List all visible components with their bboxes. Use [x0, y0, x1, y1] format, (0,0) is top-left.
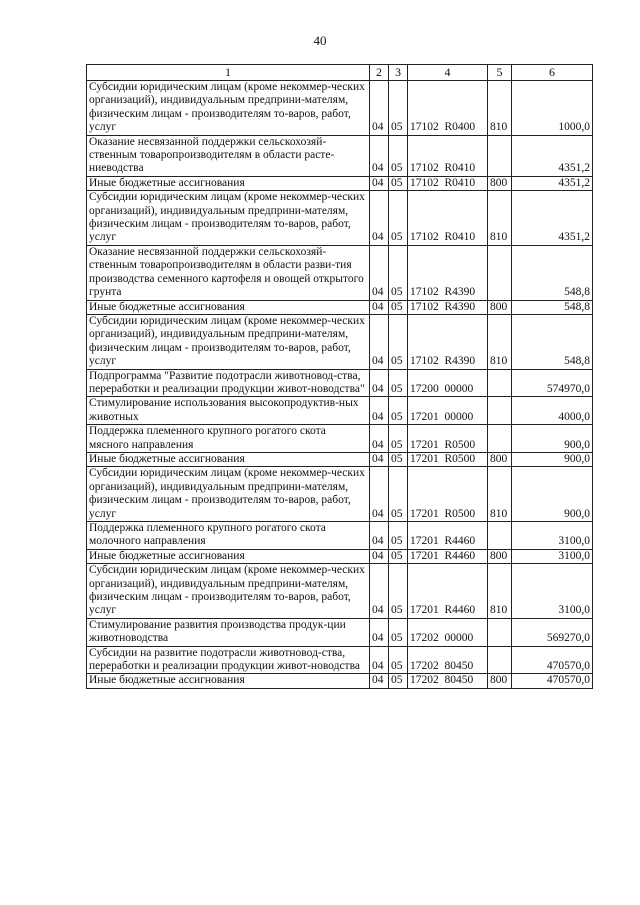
expense-type-code-cell — [488, 135, 512, 176]
amount-cell: 4351,2 — [512, 135, 593, 176]
expense-type-code-cell — [488, 618, 512, 646]
table-row — [87, 81, 593, 136]
subsection-code-cell: 05 — [389, 452, 408, 466]
table-row — [87, 135, 593, 176]
table-header-row — [87, 65, 593, 81]
subsection-code-cell: 05 — [389, 425, 408, 453]
amount-cell: 900,0 — [512, 467, 593, 522]
subsection-code-cell: 05 — [389, 245, 408, 300]
target-article-code-cell: 17201 R4460 — [408, 564, 488, 619]
subsection-code-cell: 05 — [389, 564, 408, 619]
section-code-cell: 04 — [370, 314, 389, 369]
target-article-code-cell: 17201 R4460 — [408, 522, 488, 550]
item-name-cell: Иные бюджетные ассигнования — [87, 300, 370, 314]
expense-type-code-cell — [488, 397, 512, 425]
amount-cell: 470570,0 — [512, 674, 593, 688]
subsection-code-cell: 05 — [389, 300, 408, 314]
amount-cell: 548,8 — [512, 300, 593, 314]
item-name-cell: Стимулирование развития производства продук-ции животноводства — [87, 618, 370, 646]
header-col-4: 4 — [408, 65, 488, 81]
expense-type-code-cell: 810 — [488, 191, 512, 246]
subsection-code-cell: 05 — [389, 549, 408, 563]
item-name-cell: Субсидии юридическим лицам (кроме некоммер-ческих организаций), индивидуальным предприни-мателям, физическим лицам - производителям то-варов, работ, услуг — [87, 467, 370, 522]
subsection-code-cell: 05 — [389, 674, 408, 688]
item-name-cell: Оказание несвязанной поддержки сельскохозяй-ственным товаропроизводителям в области разви-тия производства семенного картофеля и овощей открытого грунта — [87, 245, 370, 300]
target-article-code-cell: 17202 00000 — [408, 618, 488, 646]
section-code-cell: 04 — [370, 300, 389, 314]
subsection-code-cell: 05 — [389, 191, 408, 246]
table-row — [87, 564, 593, 619]
expense-type-code-cell: 800 — [488, 176, 512, 190]
target-article-code-cell: 17102 R0400 — [408, 81, 488, 136]
target-article-code-cell: 17202 80450 — [408, 674, 488, 688]
table-row — [87, 176, 593, 190]
target-article-code-cell: 17102 R0410 — [408, 176, 488, 190]
item-name-cell: Поддержка племенного крупного рогатого скота молочного направления — [87, 522, 370, 550]
amount-cell: 3100,0 — [512, 549, 593, 563]
budget-table — [86, 64, 593, 689]
item-name-cell: Субсидии юридическим лицам (кроме некоммер-ческих организаций), индивидуальным предприни-мателям, физическим лицам - производителям то-варов, работ, услуг — [87, 564, 370, 619]
expense-type-code-cell: 800 — [488, 452, 512, 466]
expense-type-code-cell — [488, 646, 512, 674]
target-article-code-cell: 17102 R0410 — [408, 135, 488, 176]
section-code-cell: 04 — [370, 176, 389, 190]
subsection-code-cell: 05 — [389, 314, 408, 369]
section-code-cell: 04 — [370, 564, 389, 619]
amount-cell: 1000,0 — [512, 81, 593, 136]
section-code-cell: 04 — [370, 452, 389, 466]
item-name-cell: Оказание несвязанной поддержки сельскохозяй-ственным товаропроизводителям в области расте-ниеводства — [87, 135, 370, 176]
target-article-code-cell: 17202 80450 — [408, 646, 488, 674]
header-col-5: 5 — [488, 65, 512, 81]
item-name-cell: Субсидии юридическим лицам (кроме некоммер-ческих организаций), индивидуальным предприни-мателям, физическим лицам - производителям то-варов, работ, услуг — [87, 81, 370, 136]
expense-type-code-cell — [488, 245, 512, 300]
target-article-code-cell: 17102 R0410 — [408, 191, 488, 246]
table-row — [87, 300, 593, 314]
amount-cell: 548,8 — [512, 245, 593, 300]
subsection-code-cell: 05 — [389, 176, 408, 190]
section-code-cell: 04 — [370, 618, 389, 646]
amount-cell: 3100,0 — [512, 522, 593, 550]
target-article-code-cell: 17201 00000 — [408, 397, 488, 425]
expense-type-code-cell: 810 — [488, 467, 512, 522]
table-row — [87, 314, 593, 369]
table-row — [87, 245, 593, 300]
table-row — [87, 522, 593, 550]
section-code-cell: 04 — [370, 191, 389, 246]
target-article-code-cell: 17102 R4390 — [408, 314, 488, 369]
subsection-code-cell: 05 — [389, 522, 408, 550]
subsection-code-cell: 05 — [389, 135, 408, 176]
section-code-cell: 04 — [370, 135, 389, 176]
table-row — [87, 425, 593, 453]
amount-cell: 900,0 — [512, 452, 593, 466]
subsection-code-cell: 05 — [389, 646, 408, 674]
subsection-code-cell: 05 — [389, 81, 408, 136]
table-row — [87, 549, 593, 563]
table-row — [87, 467, 593, 522]
page-number: 40 — [313, 33, 327, 48]
target-article-code-cell: 17201 R0500 — [408, 452, 488, 466]
header-col-2: 2 — [370, 65, 389, 81]
header-col-6: 6 — [512, 65, 593, 81]
section-code-cell: 04 — [370, 522, 389, 550]
section-code-cell: 04 — [370, 397, 389, 425]
target-article-code-cell: 17201 R0500 — [408, 425, 488, 453]
table-row — [87, 674, 593, 688]
amount-cell: 4351,2 — [512, 176, 593, 190]
amount-cell: 3100,0 — [512, 564, 593, 619]
section-code-cell: 04 — [370, 467, 389, 522]
target-article-code-cell: 17201 R4460 — [408, 549, 488, 563]
section-code-cell: 04 — [370, 674, 389, 688]
table-row — [87, 369, 593, 397]
section-code-cell: 04 — [370, 245, 389, 300]
amount-cell: 4000,0 — [512, 397, 593, 425]
table-row — [87, 452, 593, 466]
subsection-code-cell: 05 — [389, 369, 408, 397]
amount-cell: 4351,2 — [512, 191, 593, 246]
section-code-cell: 04 — [370, 425, 389, 453]
item-name-cell: Субсидии на развитие подотрасли животновод-ства, переработки и реализации продукции живот-новодства — [87, 646, 370, 674]
section-code-cell: 04 — [370, 549, 389, 563]
section-code-cell: 04 — [370, 369, 389, 397]
expense-type-code-cell: 800 — [488, 549, 512, 563]
amount-cell: 574970,0 — [512, 369, 593, 397]
target-article-code-cell: 17102 R4390 — [408, 300, 488, 314]
subsection-code-cell: 05 — [389, 618, 408, 646]
table-row — [87, 646, 593, 674]
subsection-code-cell: 05 — [389, 397, 408, 425]
section-code-cell: 04 — [370, 81, 389, 136]
table-body — [87, 81, 593, 689]
header-col-1: 1 — [87, 65, 370, 81]
table-row — [87, 397, 593, 425]
item-name-cell: Субсидии юридическим лицам (кроме некоммер-ческих организаций), индивидуальным предприни-мателям, физическим лицам - производителям то-варов, работ, услуг — [87, 314, 370, 369]
expense-type-code-cell — [488, 522, 512, 550]
item-name-cell: Иные бюджетные ассигнования — [87, 452, 370, 466]
expense-type-code-cell: 800 — [488, 674, 512, 688]
item-name-cell: Стимулирование использования высокопродуктив-ных животных — [87, 397, 370, 425]
expense-type-code-cell: 800 — [488, 300, 512, 314]
item-name-cell: Иные бюджетные ассигнования — [87, 549, 370, 563]
target-article-code-cell: 17102 R4390 — [408, 245, 488, 300]
header-col-3: 3 — [389, 65, 408, 81]
expense-type-code-cell: 810 — [488, 81, 512, 136]
item-name-cell: Иные бюджетные ассигнования — [87, 674, 370, 688]
amount-cell: 900,0 — [512, 425, 593, 453]
item-name-cell: Подпрограмма "Развитие подотрасли животновод-ства, переработки и реализации продукции живот-новодства" — [87, 369, 370, 397]
target-article-code-cell: 17200 00000 — [408, 369, 488, 397]
item-name-cell: Субсидии юридическим лицам (кроме некоммер-ческих организаций), индивидуальным предприни-мателям, физическим лицам - производителям то-варов, работ, услуг — [87, 191, 370, 246]
expense-type-code-cell: 810 — [488, 564, 512, 619]
amount-cell: 548,8 — [512, 314, 593, 369]
amount-cell: 569270,0 — [512, 618, 593, 646]
table-row — [87, 618, 593, 646]
item-name-cell: Иные бюджетные ассигнования — [87, 176, 370, 190]
section-code-cell: 04 — [370, 646, 389, 674]
target-article-code-cell: 17201 R0500 — [408, 467, 488, 522]
subsection-code-cell: 05 — [389, 467, 408, 522]
table-row — [87, 191, 593, 246]
amount-cell: 470570,0 — [512, 646, 593, 674]
expense-type-code-cell — [488, 425, 512, 453]
expense-type-code-cell — [488, 369, 512, 397]
item-name-cell: Поддержка племенного крупного рогатого скота мясного направления — [87, 425, 370, 453]
expense-type-code-cell: 810 — [488, 314, 512, 369]
